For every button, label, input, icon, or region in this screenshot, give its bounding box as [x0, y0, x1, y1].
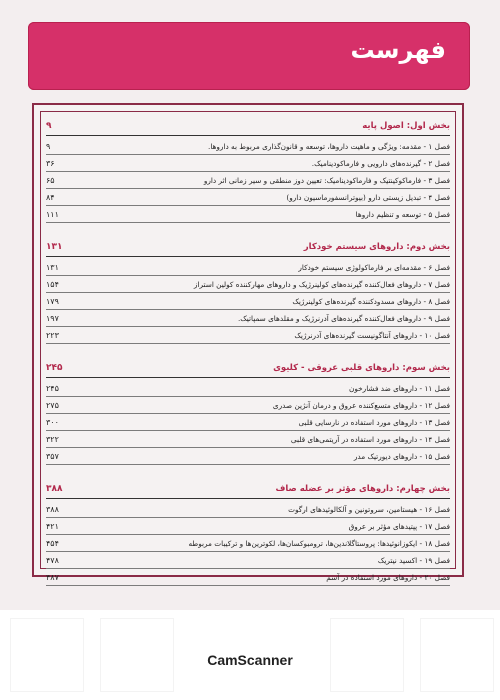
chapter-page-number: ۳۲۲ — [46, 434, 59, 444]
chapter-title: فصل ۲ - گیرنده‌های دارویی و فارماکودینامیک. — [311, 158, 450, 168]
chapter-page-number: ۲۷۵ — [46, 400, 59, 410]
chapter-row — [46, 380, 450, 397]
chapter-page-number: ۱۱۱ — [46, 209, 59, 219]
chapter-page-number: ۱۳۱ — [46, 262, 59, 272]
chapter-title: فصل ۶ - مقدمه‌ای بر فارماکولوژی سیستم خودکار — [298, 262, 450, 272]
chapter-row — [46, 327, 450, 344]
chapter-row — [46, 431, 450, 448]
chapter-page-number: ۴۸۷ — [46, 572, 59, 582]
chapter-title: فصل ۱۲ - داروهای متسع‌کننده عروق و درمان آنژین صدری — [272, 400, 450, 410]
chapter-title: فصل ۱۸ - ایکوزانوئیدها: پروستاگلاندین‌ها، ترومبوکسان‌ها، لکوترین‌ها و ترکیبات مربوطه — [188, 538, 450, 548]
chapter-row — [46, 518, 450, 535]
toc-section — [46, 238, 450, 344]
scanner-footer — [0, 610, 500, 700]
chapter-title: فصل ۱۰ - داروهای آنتاگونیست گیرنده‌های آدرنرژیک — [294, 330, 450, 340]
chapter-page-number: ۱۵۴ — [46, 279, 59, 289]
chapter-row — [46, 155, 450, 172]
section-title: بخش اول: اصول پایه — [362, 121, 450, 131]
chapter-row — [46, 552, 450, 569]
chapter-page-number: ۹ — [46, 141, 51, 151]
chapter-title: فصل ۱۷ - پپتیدهای مؤثر بر عروق — [348, 521, 450, 531]
chapter-title: فصل ۹ - داروهای فعال‌کننده گیرنده‌های آدرنرژیک و مقلدهای سمپاتیک. — [237, 313, 450, 323]
chapter-page-number: ۴۲۱ — [46, 521, 59, 531]
chapter-page-number: ۳۶ — [46, 158, 55, 168]
chapter-title: فصل ۸ - داروهای مسدودکننده گیرنده‌های کولینرژیک — [292, 296, 450, 306]
section-title: بخش دوم: داروهای سیستم خودکار — [303, 242, 450, 252]
chapter-title: فصل ۱۱ - داروهای ضد فشارخون — [349, 383, 450, 393]
chapter-title: فصل ۱۴ - داروهای مورد استفاده در آریتمی‌های قلبی — [290, 434, 450, 444]
chapter-page-number: ۳۰۰ — [46, 417, 59, 427]
chapter-title: فصل ۲۰ - داروهای مورد استفاده در آسم — [326, 572, 450, 582]
toc-content — [46, 117, 450, 582]
chapter-title: فصل ۱۳ - داروهای مورد استفاده در نارسایی قلبی — [298, 417, 450, 427]
chapter-row — [46, 397, 450, 414]
header-bar — [28, 22, 470, 90]
chapter-page-number: ۱۷۹ — [46, 296, 59, 306]
chapter-row — [46, 206, 450, 223]
chapter-page-number: ۳۵۷ — [46, 451, 59, 461]
chapter-title: فصل ۴ - تبدیل زیستی دارو (بیوترانسفورماسیون دارو) — [286, 192, 450, 202]
section-page-number: ۹ — [46, 121, 52, 131]
chapter-row — [46, 259, 450, 276]
chapter-page-number: ۸۴ — [46, 192, 55, 202]
camscanner-watermark: CamScanner — [207, 652, 293, 668]
chapter-page-number: ۶۵ — [46, 175, 55, 185]
section-title: بخش چهارم: داروهای مؤثر بر عضله صاف — [275, 484, 450, 494]
chapter-title: فصل ۱ - مقدمه: ویژگی و ماهیت داروها، توسعه و قانون‌گذاری مربوط به داروها. — [208, 141, 450, 151]
toc-section — [46, 359, 450, 465]
chapter-row — [46, 310, 450, 327]
chapter-row — [46, 501, 450, 518]
toc-section — [46, 480, 450, 586]
section-heading — [46, 117, 450, 136]
chapter-page-number: ۴۷۸ — [46, 555, 59, 565]
chapter-page-number: ۱۹۷ — [46, 313, 59, 323]
chapter-page-number: ۳۸۸ — [46, 504, 59, 514]
toc-section — [46, 117, 450, 223]
section-title: بخش سوم: داروهای قلبی عروقی - کلیوی — [273, 363, 450, 373]
page-title: فهرست — [350, 36, 446, 64]
chapter-row — [46, 172, 450, 189]
chapter-title: فصل ۵ - توسعه و تنظیم داروها — [355, 209, 450, 219]
chapter-row — [46, 414, 450, 431]
section-heading — [46, 480, 450, 499]
chapter-title: فصل ۳ - فارماکوکینتیک و فارماکودینامیک: تعیین دوز منطقی و سیر زمانی اثر دارو — [203, 175, 450, 185]
section-heading — [46, 238, 450, 257]
section-page-number: ۱۳۱ — [46, 242, 63, 252]
section-heading — [46, 359, 450, 378]
chapter-row — [46, 189, 450, 206]
chapter-row — [46, 535, 450, 552]
chapter-page-number: ۴۵۴ — [46, 538, 59, 548]
chapter-title: فصل ۱۵ - داروهای دیورتیک مدر — [353, 451, 450, 461]
toc-frame — [32, 103, 464, 582]
section-page-number: ۳۸۸ — [46, 484, 63, 494]
chapter-row — [46, 569, 450, 586]
chapter-row — [46, 448, 450, 465]
section-page-number: ۲۴۵ — [46, 363, 63, 373]
chapter-page-number: ۲۴۵ — [46, 383, 59, 393]
chapter-title: فصل ۱۹ - اکسید نیتریک — [377, 555, 450, 565]
chapter-title: فصل ۷ - داروهای فعال‌کننده گیرنده‌های کولینرژیک و داروهای مهارکننده کولین استراز — [193, 279, 450, 289]
chapter-title: فصل ۱۶ - هیستامین، سروتونین و آلکالوئیدهای ارگوت — [288, 504, 450, 514]
chapter-row — [46, 293, 450, 310]
chapter-row — [46, 138, 450, 155]
chapter-page-number: ۲۲۳ — [46, 330, 59, 340]
chapter-row — [46, 276, 450, 293]
